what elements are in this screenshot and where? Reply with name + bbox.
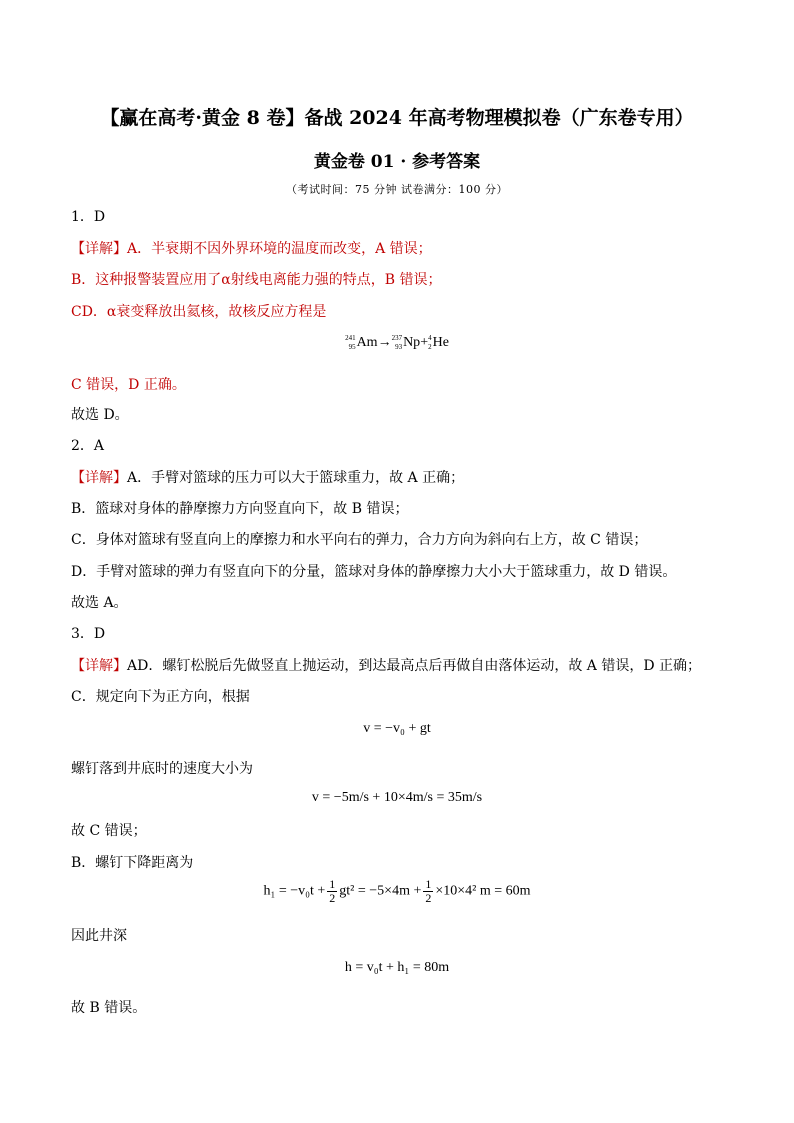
am-mass-number: 241: [345, 334, 356, 342]
fraction-numerator: 1: [425, 877, 432, 891]
q3-speed-text: 螺钉落到井底时的速度大小为: [71, 761, 253, 777]
page-subtitle: 黄金卷 01 · 参考答案: [313, 152, 481, 172]
q3-c-intro: C．规定向下为正方向，根据: [71, 689, 250, 705]
he-atomic-number: 2: [428, 343, 432, 351]
exam-note: （考试时间：75 分钟 试卷满分：100 分）: [286, 183, 508, 196]
q3-b-wrong: 故 B 错误。: [71, 1000, 147, 1016]
q2-option-a-line: [71, 467, 464, 487]
eq3-fraction-2: [423, 878, 433, 905]
q1-option-a: A．半衰期不因外界环境的温度而改变，A 错误；: [127, 241, 432, 257]
eq3-mid: gt² = −5×4m +: [339, 883, 422, 899]
nuclide-am: [345, 334, 378, 352]
eq3-rhs: ×10×4² m = 60m: [435, 883, 531, 899]
q1-detail-tag: 【详解】: [71, 241, 127, 257]
page-title: 【赢在高考·黄金 8 卷】备战 2024 年高考物理模拟卷（广东卷专用）: [100, 107, 694, 129]
q2-option-d: D．手臂对篮球的弹力有竖直向下的分量，篮球对身体的静摩擦力大小大于篮球重力，故 D 错误。: [71, 564, 677, 580]
q3-equation-1: v = −v₀ + gt: [363, 721, 431, 736]
nuclide-he: [428, 334, 449, 352]
q3-option-ad: AD．螺钉松脱后先做竖直上抛运动，到达最高点后再做自由落体运动，故 A 错误，D 正确；: [127, 658, 702, 674]
np-mass-number: 237: [391, 334, 403, 342]
q1-option-cd: CD．α衰变释放出氦核，故核反应方程是: [71, 304, 327, 320]
fraction-denominator: 2: [329, 891, 336, 905]
q3-option-ad-line: [71, 655, 701, 675]
am-symbol: Am: [356, 335, 378, 351]
q3-equation-4: h = v₀t + h₁ = 80m: [344, 960, 450, 975]
plus-sign: +: [420, 335, 429, 351]
he-symbol: He: [432, 335, 449, 351]
q2-option-c: C．身体对篮球有竖直向上的摩擦力和水平向右的弹力，合力方向为斜向右上方，故 C 错误；: [71, 532, 648, 548]
he-mass-number: 4: [428, 334, 432, 342]
q1-option-b: B．这种报警装置应用了α射线电离能力强的特点，B 错误；: [71, 272, 442, 288]
q1-conclusion: 故选 D。: [71, 407, 129, 423]
np-atomic-number: 93: [395, 343, 403, 351]
q1-nuclear-equation: [0, 334, 794, 352]
q3-answer: 3．D: [71, 626, 106, 642]
reaction-arrow: →: [377, 335, 392, 351]
fraction-numerator: 1: [329, 877, 336, 891]
eq3-fraction-1: [327, 878, 337, 905]
q2-conclusion: 故选 A。: [71, 595, 128, 611]
q3-equation-2: v = −5m/s + 10×4m/s = 35m/s: [311, 790, 483, 805]
q1-answer: 1．D: [71, 209, 106, 225]
eq3-lhs: h₁ = −v₀t +: [263, 883, 326, 899]
q3-detail-tag: 【详解】: [71, 658, 127, 674]
q3-depth-text: 因此井深: [71, 928, 127, 944]
np-symbol: Np: [403, 335, 421, 351]
q3-c-wrong: 故 C 错误；: [71, 823, 147, 839]
q1-option-a-line: [71, 238, 432, 258]
q2-detail-tag: 【详解】: [71, 470, 127, 486]
q1-c-line: C 错误，D 正确。: [71, 377, 186, 393]
q3-equation-3: [0, 878, 794, 905]
q2-option-a: A．手臂对篮球的压力可以大于篮球重力，故 A 正确；: [127, 470, 465, 486]
q3-b-intro: B．螺钉下降距离为: [71, 855, 194, 871]
fraction-denominator: 2: [425, 891, 432, 905]
q2-option-b: B．篮球对身体的静摩擦力方向竖直向下，故 B 错误；: [71, 501, 409, 517]
q2-answer: 2．A: [71, 438, 105, 454]
nuclide-np: [392, 334, 421, 352]
am-atomic-number: 95: [348, 343, 356, 351]
